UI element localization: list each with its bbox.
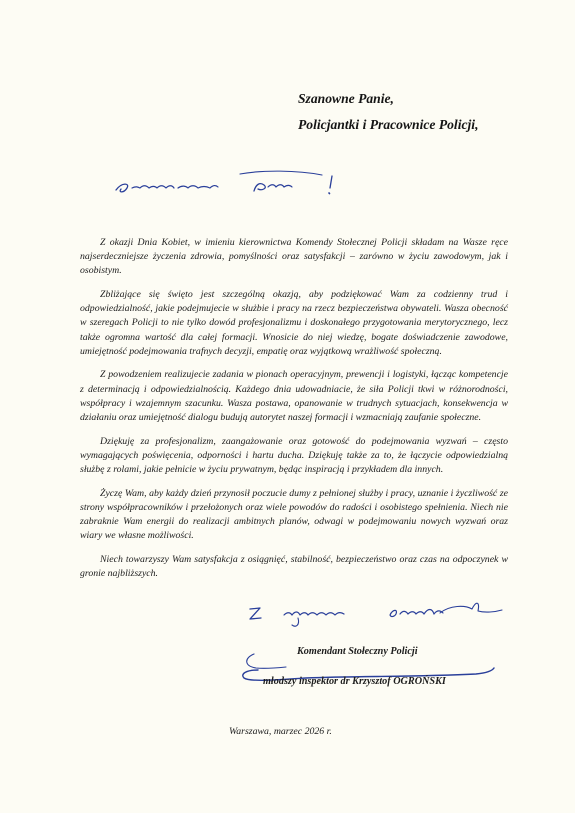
handwritten-closing bbox=[240, 595, 530, 635]
salutation-line-2: Policjantki i Pracownice Policji, bbox=[298, 117, 479, 132]
place-date: Warszawa, marzec 2026 r. bbox=[229, 726, 332, 737]
signature-name: młodszy inspektor dr Krzysztof OGROŃSKI bbox=[263, 676, 446, 687]
paragraph-5: Życzę Wam, aby każdy dzień przynosił poczucie dumy z pełnionej służby i pracy, uznanie i życzliwość ze strony współpracowników i przełożonych oraz wiele powodów do radości i osobistego spełnienia. Niech nie zabraknie Wam energii do realizacji ambitnych planów, odwagi w podejmowaniu nowych wyzwań oraz wiary we własne możliwości. bbox=[80, 487, 508, 542]
letter-body bbox=[80, 236, 508, 591]
salutation bbox=[298, 86, 478, 138]
paragraph-2: Zbliżające się święto jest szczególną okazją, aby podziękować Wam za codzienny trud i odpowiedzialność, jakie podejmujecie w służbie i pracy na rzecz bezpieczeństwa obywateli. Wasza obecność w szeregach Policji to nie tylko dowód profesjonalizmu i doskonałego przygotowania merytorycznego, lecz także ogromna wartość dla całej formacji. Wnosicie do niej wiedzę, bogate doświadczenie zawodowe, umiejętność podejmowania trafnych decyzji, empatię oraz wyjątkową wrażliwość społeczną. bbox=[80, 289, 508, 357]
handwritten-greeting bbox=[112, 166, 362, 206]
salutation-line-1: Szanowne Panie, bbox=[298, 91, 394, 106]
signature-title: Komendant Stołeczny Policji bbox=[297, 646, 418, 657]
paragraph-1: Z okazji Dnia Kobiet, w imieniu kierownictwa Komendy Stołecznej Policji składam na Wasze ręce najserdeczniejsze życzenia zdrowia, pomyślności oraz satysfakcji – zarówno w życiu zawodowym, jak i osobistym. bbox=[80, 237, 508, 277]
paragraph-6: Niech towarzyszy Wam satysfakcja z osiągnięć, stabilność, bezpieczeństwo oraz czas na odpoczynek w gronie najbliższych. bbox=[80, 553, 508, 580]
paragraph-3: Z powodzeniem realizujecie zadania w pionach operacyjnym, prewencji i logistyki, łącząc kompetencje z determinacją i odpowiedzialnością. Każdego dnia udowadniacie, że siła Policji tkwi w różnorodności, współpracy i wzajemnym szacunku. Wasza postawa, opanowanie w trudnych sytuacjach, konsekwencja w działaniu oraz umiejętność dialogu budują autorytet naszej formacji i wzmacniają zaufanie społeczne. bbox=[80, 369, 508, 424]
paragraph-4: Dziękuję za profesjonalizm, zaangażowanie oraz gotowość do podejmowania wyzwań – często wymagających poświęcenia, odporności i hartu ducha. Dziękuję także za to, że łączycie odpowiedzialną służbę z rolami, jakie pełnicie w życiu prywatnym, będąc inspiracją i przykładem dla innych. bbox=[80, 435, 508, 476]
